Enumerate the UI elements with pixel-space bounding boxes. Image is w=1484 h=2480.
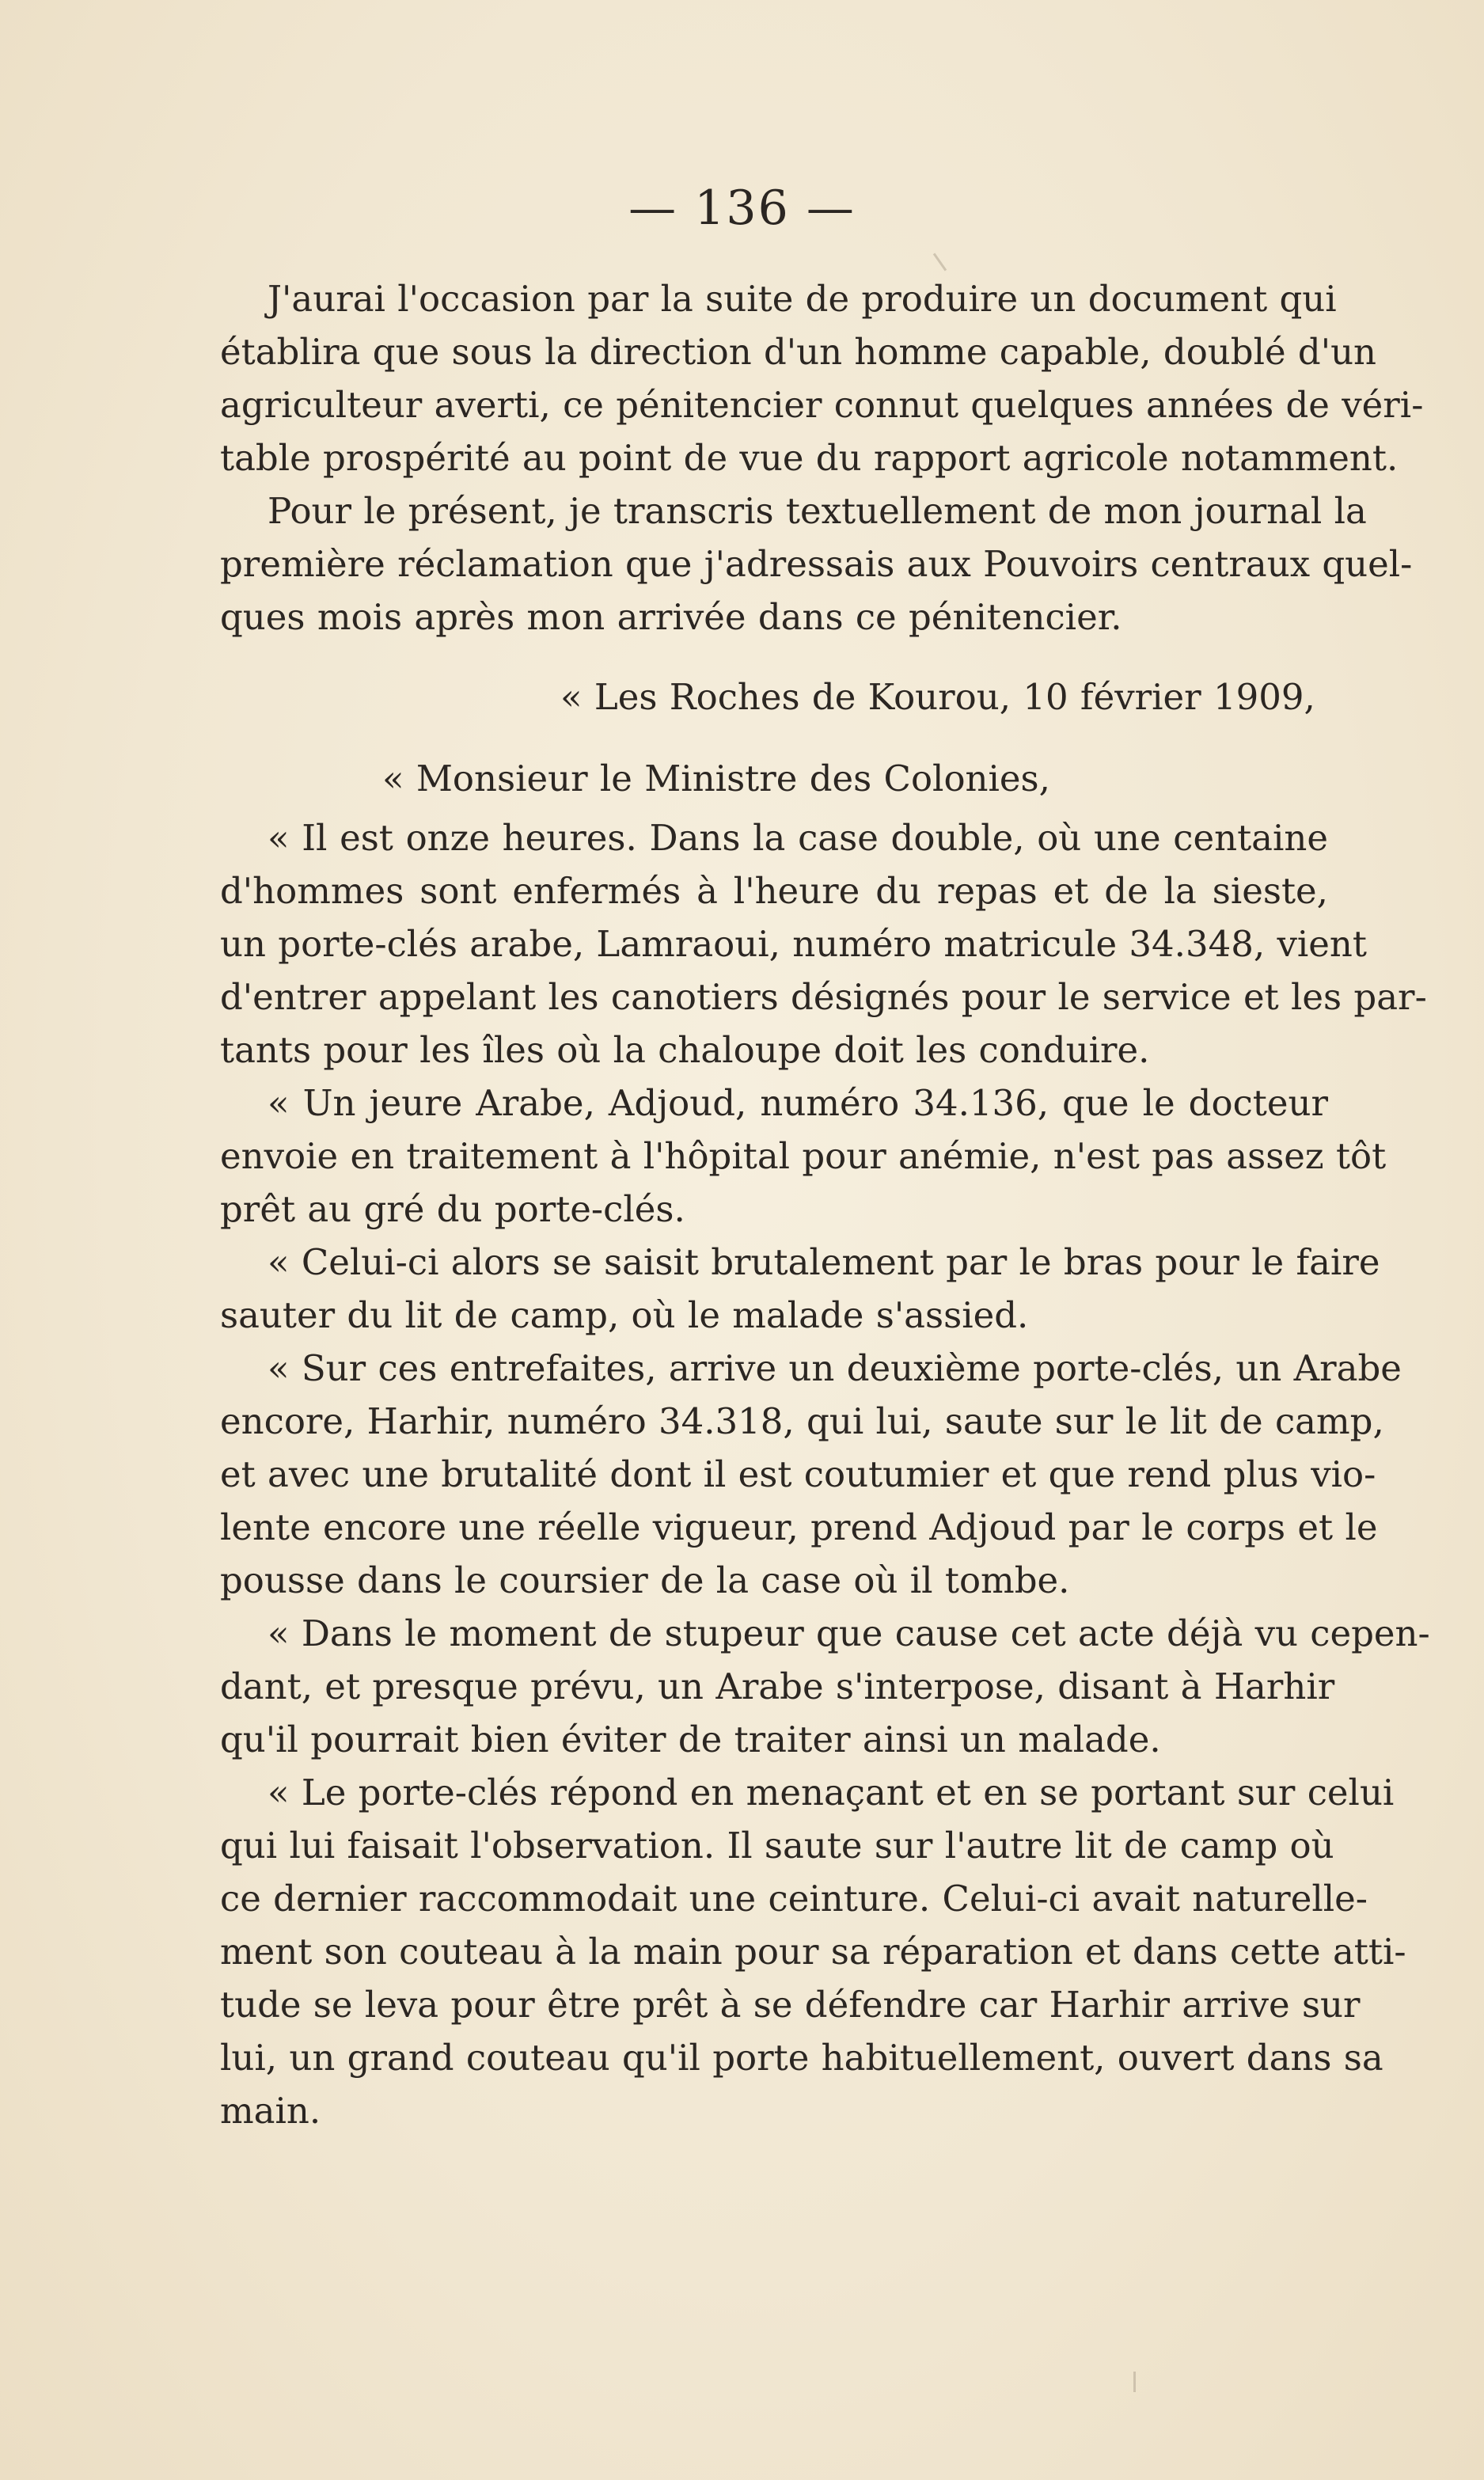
text-line: « Le porte-clés répond en menaçant et en se portant sur celui [268,1772,1395,1813]
text-line: « Dans le moment de stupeur que cause cet acte déjà vu cepen- [268,1612,1430,1654]
text-line: qu'il pourrait bien éviter de traiter ainsi un malade. [220,1719,1161,1760]
text-line: d'hommes sont enfermés à l'heure du repas et de la sieste, [220,870,1328,912]
text-line: tants pour les îles où la chaloupe doit les conduire. [220,1029,1150,1071]
letter-dateline: « Les Roches de Kourou, 10 février 1909, [560,676,1315,718]
text-line: qui lui faisait l'observation. Il saute sur l'autre lit de camp où [220,1825,1334,1867]
text-line: ment son couteau à la main pour sa réparation et dans cette atti- [220,1931,1406,1973]
text-line: Pour le présent, je transcris textuellement de mon journal la [268,490,1367,532]
paragraph-1 [220,272,1424,484]
letter-salutation: « Monsieur le Ministre des Colonies, [382,758,1050,799]
text-line: lui, un grand couteau qu'il porte habituellement, ouvert dans sa [220,2037,1383,2079]
paragraph-8 [220,1766,1406,2137]
page-number: — 136 — [628,180,856,236]
text-line: établira que sous la direction d'un homme capable, doublé d'un [220,331,1377,373]
paragraph-7 [220,1607,1430,1766]
text-line: « Il est onze heures. Dans la case double, où une centaine [268,817,1328,859]
paper-speck [1133,2372,1136,2392]
paragraph-4 [220,1077,1387,1236]
paragraph-2 [220,484,1413,644]
text-line: main. [220,2090,321,2132]
text-line: pousse dans le coursier de la case où il tombe. [220,1559,1070,1601]
text-line: envoie en traitement à l'hôpital pour anémie, n'est pas assez tôt [220,1135,1387,1177]
text-line: dant, et presque prévu, un Arabe s'interpose, disant à Harhir [220,1665,1335,1707]
text-line: table prospérité au point de vue du rapport agricole notamment. [220,437,1399,479]
text-line: « Celui-ci alors se saisit brutalement par le bras pour le faire [268,1241,1380,1283]
paragraph-6 [220,1342,1402,1607]
text-line: ques mois après mon arrivée dans ce pénitencier. [220,596,1122,638]
text-line: un porte-clés arabe, Lamraoui, numéro matricule 34.348, vient [220,923,1367,965]
text-line: et avec une brutalité dont il est coutumier et que rend plus vio- [220,1453,1376,1495]
text-line: J'aurai l'occasion par la suite de produire un document qui [268,278,1337,320]
text-line: encore, Harhir, numéro 34.318, qui lui, saute sur le lit de camp, [220,1400,1384,1442]
text-line: agriculteur averti, ce pénitencier connut quelques années de véri- [220,384,1424,426]
text-line: « Un jeure Arabe, Adjoud, numéro 34.136, que le docteur [268,1082,1328,1124]
paragraph-5 [220,1236,1380,1342]
text-line: sauter du lit de camp, où le malade s'assied. [220,1294,1029,1336]
text-line: tude se leva pour être prêt à se défendre car Harhir arrive sur [220,1984,1361,2026]
text-line: prêt au gré du porte-clés. [220,1188,685,1230]
text-line: d'entrer appelant les canotiers désignés pour le service et les par- [220,976,1427,1018]
body-text [220,272,1430,2137]
text-line: « Sur ces entrefaites, arrive un deuxième porte-clés, un Arabe [268,1347,1402,1389]
text-line: première réclamation que j'adressais aux Pouvoirs centraux quel- [220,543,1413,585]
text-line: lente encore une réelle vigueur, prend Adjoud par le corps et le [220,1506,1378,1548]
paragraph-3 [220,811,1427,1077]
paper-speck [933,253,947,271]
text-line: ce dernier raccommodait une ceinture. Celui-ci avait naturelle- [220,1878,1368,1920]
